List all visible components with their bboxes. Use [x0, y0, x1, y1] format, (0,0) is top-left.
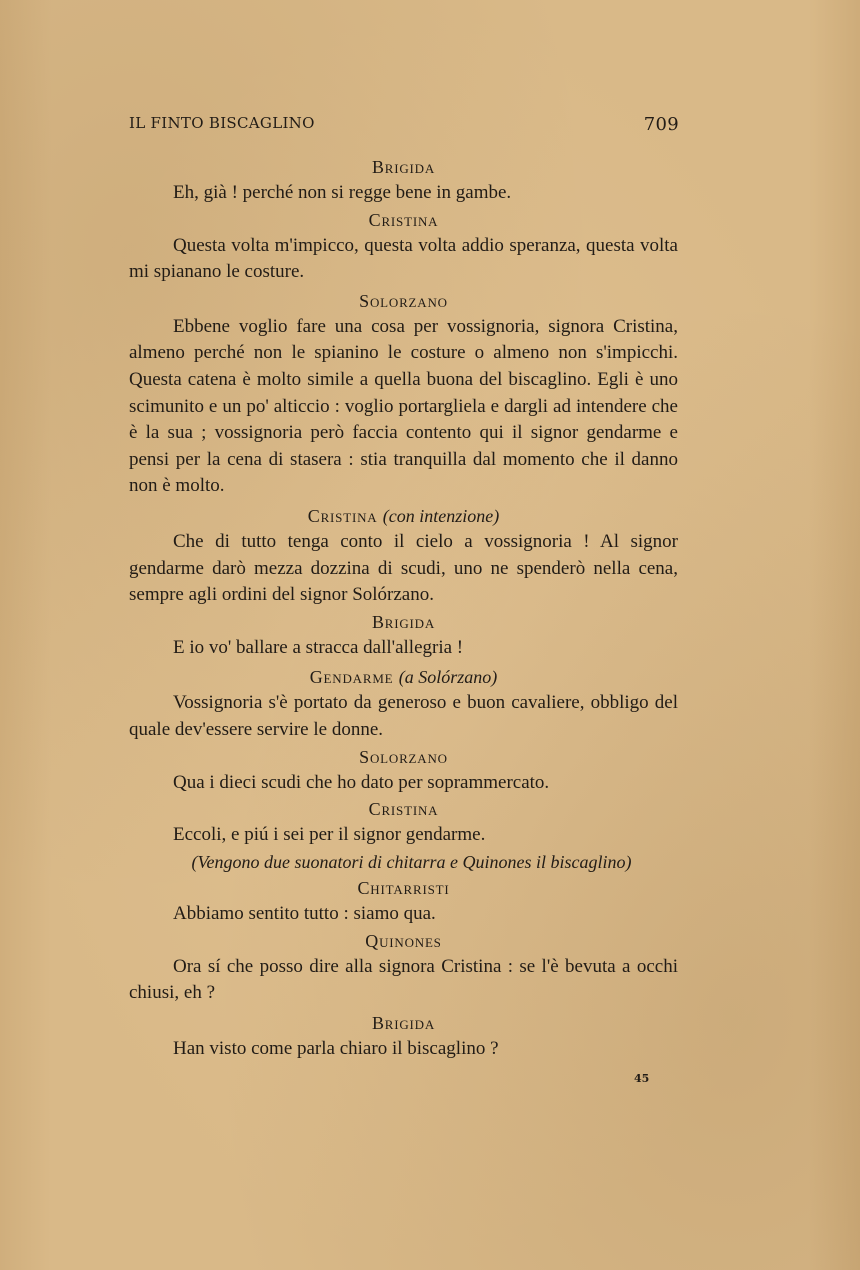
dialogue-text [129, 154, 678, 1063]
speech-line: Eccoli, e piú i sei per il signor gendarme. [173, 824, 486, 846]
page-number: 709 [643, 114, 679, 135]
speech-line: Eh, già ! perché non si regge bene in gambe. [173, 182, 512, 203]
speaker-name: Quinones [365, 930, 442, 951]
speech-line: Vossignoria s'è portato da generoso e buon cavaliere, obbligo del quale dev'essere servire le donne. [129, 692, 678, 740]
speech-line: Che di tutto tenga conto il cielo a vossignoria ! Al signor gendarme darò mezza dozzina di scudi, uno ne spenderò nella cena, sempre agli ordini del signor Solórzano. [129, 530, 678, 606]
stage-direction-line: (Vengono due suonatori di chitarra e Quinones il biscaglino) [191, 851, 632, 872]
speech-line: Han visto come parla chiaro il biscaglino ? [173, 1038, 499, 1060]
speaker-name: Cristina [368, 799, 439, 820]
speaker-name: Brigida [371, 611, 436, 632]
stage-direction: (a Solórzano) [398, 667, 498, 688]
speech-line: Abbiamo sentito tutto : siamo qua. [173, 903, 436, 925]
speech-line: E io vo' ballare a stracca dall'allegria ! [173, 636, 464, 658]
speech-line: Ora sí che posso dire alla signora Cristina : se l'è bevuta a occhi chiusi, eh ? [129, 955, 678, 1004]
speech-line: Questa volta m'impicco, questa volta addio speranza, questa volta mi spianano le costure. [129, 234, 678, 283]
running-title: IL FINTO BISCAGLINO [129, 114, 315, 132]
speaker-name: Solorzano [359, 746, 448, 767]
speaker-name: Cristina (con intenzione) [307, 505, 500, 526]
speaker-name: Brigida [371, 157, 436, 177]
signature-mark: 45 [634, 1072, 650, 1085]
stage-direction: (con intenzione) [382, 505, 500, 526]
speaker-name: Gendarme (a Solórzano) [309, 667, 498, 688]
speaker-name: Cristina [368, 209, 439, 230]
speech-line: Ebbene voglio fare una cosa per vossignoria, signora Cristina, almeno perché non le spianino le costure o almeno non s'impicchi. Questa catena è molto simile a quella buona del biscaglino. Egli è uno scimunito e un po' alticcio : voglio portargliela e dargli ad intendere che è la sua ; vossignoria però faccia contento qui il signor gendarme e pensi per la cena di stasera : stia tranquilla dal momento che il danno non è molto. [129, 315, 678, 497]
speaker-name: Chitarristi [357, 878, 450, 899]
speech-line: Qua i dieci scudi che ho dato per soprammercato. [173, 771, 550, 793]
speaker-name: Solorzano [359, 290, 448, 311]
speaker-name: Brigida [371, 1013, 436, 1034]
